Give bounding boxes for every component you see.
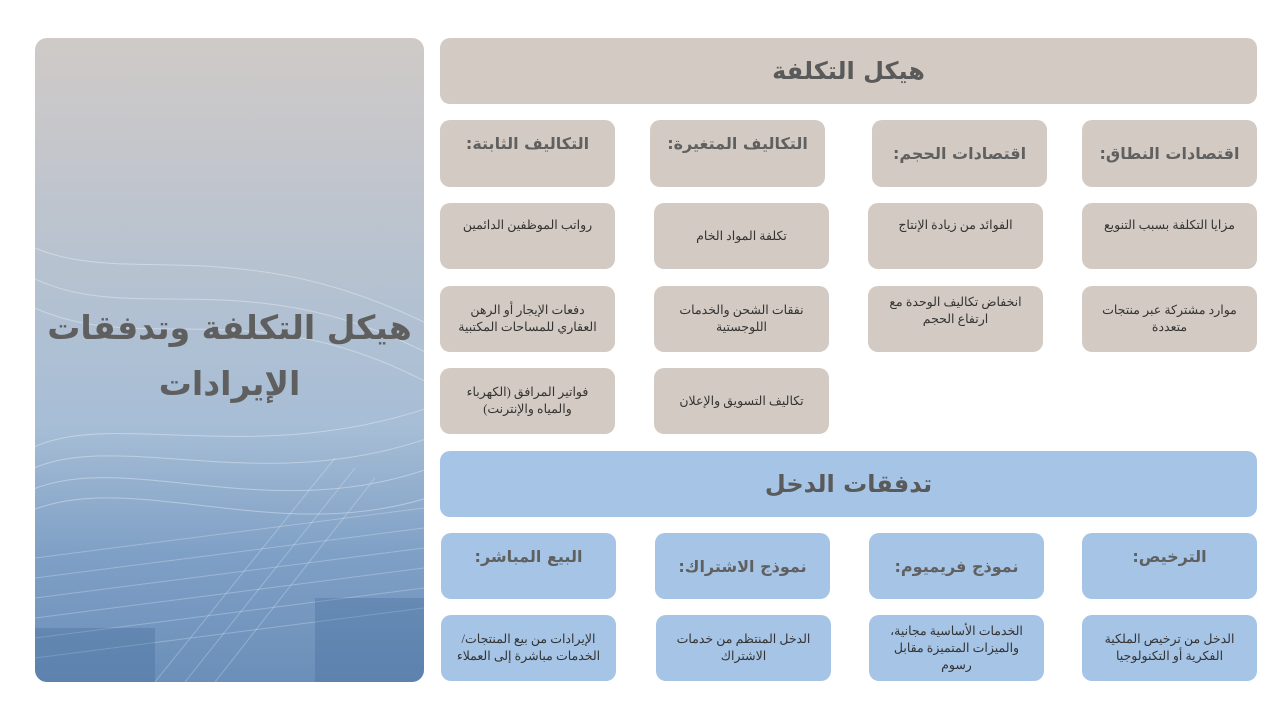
subscription-item: الدخل المنتظم من خدمات الاشتراك: [656, 615, 831, 681]
direct-sales-item: الإيرادات من بيع المنتجات/الخدمات مباشرة إلى العملاء: [441, 615, 616, 681]
fixed-cost-item: رواتب الموظفين الدائمين: [440, 203, 615, 269]
revenue-streams-header: تدفقات الدخل: [440, 451, 1257, 517]
freemium-item: الخدمات الأساسية مجانية، والميزات المتميزة مقابل رسوم: [869, 615, 1044, 681]
hero-title: هيكل التكلفة وتدفقات الإيرادات: [47, 308, 412, 403]
cost-structure-header: هيكل التكلفة: [440, 38, 1257, 104]
licensing-item: الدخل من ترخيص الملكية الفكرية أو التكنولوجيا: [1082, 615, 1257, 681]
fixed-cost-item: دفعات الإيجار أو الرهن العقاري للمساحات المكتبية: [440, 286, 615, 352]
category-subscription-model: نموذج الاشتراك:: [655, 533, 830, 599]
category-freemium-model: نموذج فريميوم:: [869, 533, 1044, 599]
hero-panel: [35, 38, 424, 682]
category-variable-costs: التكاليف المتغيرة:: [650, 120, 825, 187]
fixed-cost-item: فواتير المرافق (الكهرباء والمياه والإنترنت): [440, 368, 615, 434]
economies-of-scope-item: مزايا التكلفة بسبب التنويع: [1082, 203, 1257, 269]
variable-cost-item: نفقات الشحن والخدمات اللوجستية: [654, 286, 829, 352]
economies-of-scope-item: موارد مشتركة عبر منتجات متعددة: [1082, 286, 1257, 352]
variable-cost-item: تكلفة المواد الخام: [654, 203, 829, 269]
economies-of-scale-item: الفوائد من زيادة الإنتاج: [868, 203, 1043, 269]
category-direct-sales: البيع المباشر:: [441, 533, 616, 599]
economies-of-scale-item: انخفاض تكاليف الوحدة مع ارتفاع الحجم: [868, 286, 1043, 352]
category-economies-of-scope: اقتصادات النطاق:: [1082, 120, 1257, 187]
category-fixed-costs: التكاليف الثابتة:: [440, 120, 615, 187]
category-licensing: الترخيص:: [1082, 533, 1257, 599]
category-economies-of-scale: اقتصادات الحجم:: [872, 120, 1047, 187]
variable-cost-item: تكاليف التسويق والإعلان: [654, 368, 829, 434]
